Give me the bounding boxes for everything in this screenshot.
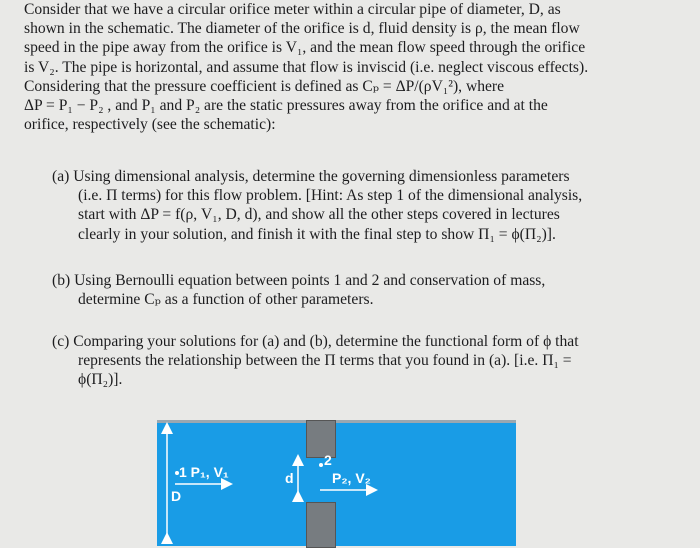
question-line: start with ΔP = f(ρ, V₁, D, d), and show all the other steps covered in lectures xyxy=(78,206,560,224)
question-line: ϕ(Π₂)]. xyxy=(78,371,123,389)
question-label: (c) xyxy=(52,333,70,350)
question-line: clearly in your solution, and finish it with the final step to show Π₁ = ϕ(Π₂)]. xyxy=(78,225,556,243)
intro-line: Considering that the pressure coefficient is defined as Cₚ = ΔP/(ρV₁²), where xyxy=(24,77,505,95)
intro-line: speed in the pipe away from the orifice is V₁, and the mean flow speed through the orifice xyxy=(24,39,586,57)
orifice-diameter-label: d xyxy=(285,470,294,486)
intro-line: ΔP = P₁ − P₂ , and P₁ and P₂ are the static pressures away from the orifice and at the xyxy=(24,97,548,115)
question-line: (i.e. Π terms) for this flow problem. [Hint: As step 1 of the dimensional analysis, xyxy=(78,187,583,205)
problem-intro xyxy=(24,0,679,134)
question-line: Using Bernoulli equation between points 1 and 2 and conservation of mass, xyxy=(74,272,546,289)
question-a xyxy=(52,167,652,244)
pipe-diameter-label: D xyxy=(171,488,182,504)
question-line: represents the relationship between the Π terms that you found in (a). [i.e. Π₁ = xyxy=(78,352,572,370)
orifice-meter-schematic xyxy=(157,420,516,546)
point-1-label: 1 P₁, V₁ xyxy=(179,464,229,480)
question-label: (b) xyxy=(52,272,71,289)
intro-line: orifice, respectively (see the schematic): xyxy=(24,116,276,134)
point-2-label: P₂, V₂ xyxy=(332,470,371,486)
question-line: Comparing your solutions for (a) and (b), determine the functional form of ϕ that xyxy=(73,333,579,350)
question-b xyxy=(52,271,652,309)
point-2-marker xyxy=(319,463,323,467)
intro-line: is V₂. The pipe is horizontal, and assume that flow is inviscid (i.e. neglect viscous effects). xyxy=(24,58,589,76)
question-line: determine Cₚ as a function of other parameters. xyxy=(78,291,374,309)
point-2-number: 2 xyxy=(324,452,332,468)
question-line: Using dimensional analysis, determine the governing dimensionless parameters xyxy=(73,168,570,185)
intro-line: shown in the schematic. The diameter of the orifice is d, fluid density is ρ, the mean flow xyxy=(24,20,580,38)
question-c xyxy=(52,332,652,390)
question-label: (a) xyxy=(52,168,70,185)
intro-line: Consider that we have a circular orifice meter within a circular pipe of diameter, D, as xyxy=(24,1,561,18)
